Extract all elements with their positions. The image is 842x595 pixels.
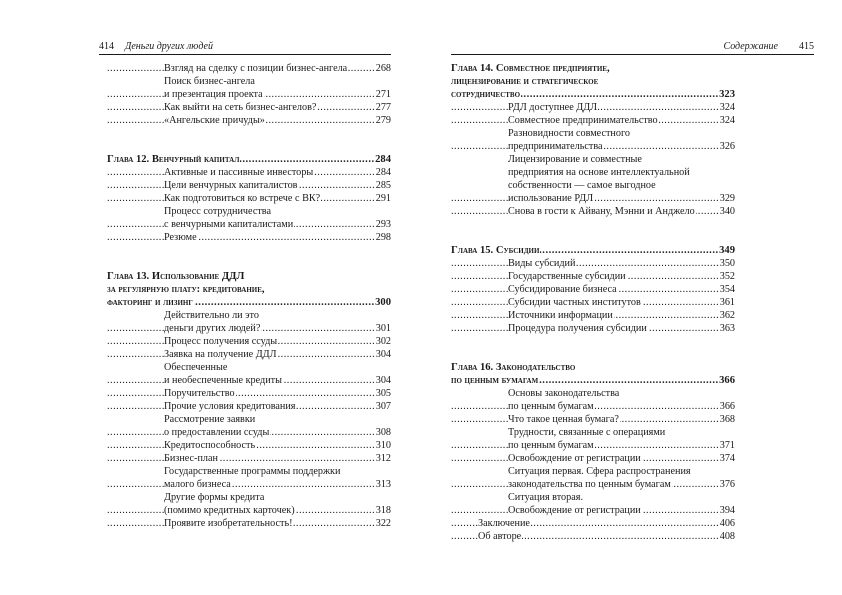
toc-entry-page-number: 284	[375, 167, 391, 178]
toc-entry-line	[107, 205, 391, 218]
toc-entry-line	[107, 322, 391, 335]
toc-chapter-line	[451, 244, 735, 257]
toc-entry-title: о предоставлении ссуды	[164, 427, 270, 438]
toc-entry-line	[451, 140, 735, 153]
toc-entry-title: Основы законодательства	[508, 388, 620, 399]
toc-chapter-line	[107, 270, 391, 283]
toc-entry-title: Освобождение от регистрации	[508, 453, 641, 464]
toc-entry-title: предприятия на основе интеллектуальной	[508, 167, 690, 178]
toc-entry-line	[451, 309, 735, 322]
toc-entry-line	[107, 491, 391, 504]
toc-entry-title: Снова в гости к Айвану, Мэнни и Анджело	[508, 206, 695, 217]
toc-entry-page-number: 329	[719, 193, 735, 204]
toc-entry-title: Заявка на получение ДДЛ	[164, 349, 277, 360]
toc-entry-title: Государственные программы поддержки	[164, 466, 341, 477]
toc-entry-line	[451, 114, 735, 127]
toc-entry-page-number: 394	[719, 505, 735, 516]
right-header	[451, 41, 814, 55]
toc-entry-title: сотрудничество	[451, 89, 521, 100]
toc-entry-line	[451, 439, 735, 452]
toc-entry-title: Что такое ценная бумага?	[508, 414, 619, 425]
toc-entry-line	[107, 426, 391, 439]
toc-entry-page-number: 362	[719, 310, 735, 321]
toc-entry-line	[451, 153, 735, 166]
toc-entry-line	[451, 257, 735, 270]
toc-entry-title: Глава 14. Совместное предприятие,	[451, 63, 610, 74]
toc-entry-line	[451, 413, 735, 426]
toc-entry-page-number: 323	[719, 89, 735, 100]
toc-entry-title: Поручительство	[164, 388, 235, 399]
toc-entry-page-number: 376	[719, 479, 735, 490]
toc-entry-line	[451, 426, 735, 439]
toc-entry-line	[107, 75, 391, 88]
right-toc	[451, 62, 735, 543]
left-running-title: Деньги других людей	[125, 41, 213, 52]
toc-entry-page-number: 368	[719, 414, 735, 425]
toc-entry-line	[107, 348, 391, 361]
toc-entry-line	[107, 387, 391, 400]
left-page-number: 414	[99, 41, 114, 52]
toc-entry-page-number: 301	[375, 323, 391, 334]
toc-entry-line	[107, 374, 391, 387]
toc-entry-title: Источники информации	[508, 310, 613, 321]
toc-entry-title: Глава 16. Законодательство	[451, 362, 576, 373]
toc-entry-page-number: 285	[375, 180, 391, 191]
toc-entry-line	[451, 491, 735, 504]
toc-chapter-line	[451, 88, 735, 101]
toc-entry-line	[451, 166, 735, 179]
toc-entry-title: Другие формы кредита	[164, 492, 265, 503]
right-header-rule	[451, 54, 814, 55]
toc-entry-title: «Ангельские причуды»	[164, 115, 265, 126]
toc-entry-page-number: 340	[719, 206, 735, 217]
toc-entry-title: Действительно ли это	[164, 310, 259, 321]
toc-entry-title: Поиск бизнес-ангела	[164, 76, 255, 87]
toc-chapter-line	[107, 283, 391, 296]
toc-entry-page-number: 304	[375, 375, 391, 386]
toc-entry-line	[451, 270, 735, 283]
toc-entry-title: Глава 15. Субсидии	[451, 245, 540, 256]
toc-chapter-line	[451, 75, 735, 88]
toc-entry-title: Резюме	[164, 232, 197, 243]
toc-entry-page-number: 300	[375, 297, 391, 308]
toc-entry-title: Трудности, связанные с операциями	[508, 427, 666, 438]
toc-entry-line	[107, 231, 391, 244]
toc-entry-page-number: 366	[719, 375, 735, 386]
toc-entry-page-number: 313	[375, 479, 391, 490]
toc-entry-title: Государственные субсидии	[508, 271, 626, 282]
toc-entry-line	[451, 387, 735, 400]
toc-entry-page-number: 305	[375, 388, 391, 399]
toc-chapter-line	[107, 296, 391, 309]
toc-entry-title: Прочие условия кредитования	[164, 401, 296, 412]
toc-entry-page-number: 366	[719, 401, 735, 412]
toc-gap	[107, 127, 391, 153]
toc-entry-title: Субсидии частных институтов	[508, 297, 641, 308]
toc-entry-page-number: 318	[375, 505, 391, 516]
toc-entry-title: Глава 13. Использование ДДЛ	[107, 271, 245, 282]
toc-gap	[451, 335, 735, 361]
toc-entry-title: с венчурными капиталистами	[164, 219, 294, 230]
toc-entry-title: Кредитоспособность	[164, 440, 256, 451]
toc-entry-page-number: 324	[719, 102, 735, 113]
toc-entry-title: РДЛ доступнее ДДЛ	[508, 102, 598, 113]
toc-entry-page-number: 406	[719, 518, 735, 529]
toc-entry-page-number: 293	[375, 219, 391, 230]
toc-entry-title: Процесс сотрудничества	[164, 206, 271, 217]
toc-entry-page-number: 352	[719, 271, 735, 282]
toc-entry-line	[107, 179, 391, 192]
toc-entry-page-number: 271	[375, 89, 391, 100]
toc-entry-line	[107, 335, 391, 348]
toc-entry-page-number: 361	[719, 297, 735, 308]
toc-entry-line	[107, 400, 391, 413]
toc-entry-line	[107, 101, 391, 114]
right-page	[421, 0, 842, 595]
toc-entry-line	[107, 218, 391, 231]
toc-entry-page-number: 284	[375, 154, 391, 165]
toc-entry-title: Цели венчурных капиталистов	[164, 180, 298, 191]
toc-entry-title: (помимо кредитных карточек)	[164, 505, 295, 516]
toc-chapter-line	[451, 62, 735, 75]
toc-entry-line	[107, 478, 391, 491]
left-header	[99, 41, 391, 55]
right-page-number: 415	[799, 41, 814, 52]
toc-entry-page-number: 310	[375, 440, 391, 451]
toc-entry-line	[451, 283, 735, 296]
toc-entry-line	[451, 127, 735, 140]
toc-entry-title: Ситуация первая. Сфера распространения	[508, 466, 691, 477]
toc-chapter-line	[451, 361, 735, 374]
toc-entry-line	[107, 452, 391, 465]
toc-entry-line	[451, 101, 735, 114]
toc-entry-page-number: 354	[719, 284, 735, 295]
left-header-rule	[99, 54, 391, 55]
toc-entry-title: за регулярную плату: кредитование,	[107, 284, 265, 295]
toc-entry-page-number: 304	[375, 349, 391, 360]
toc-entry-title: лицензирование и стратегическое	[451, 76, 599, 87]
toc-entry-line	[107, 309, 391, 322]
toc-entry-title: Процедура получения субсидии	[508, 323, 647, 334]
toc-entry-title: деньги других людей?	[164, 323, 261, 334]
toc-entry-title: малого бизнеса	[164, 479, 231, 490]
toc-entry-page-number: 268	[375, 63, 391, 74]
toc-entry-title: Лицензирование и совместные	[508, 154, 642, 165]
toc-entry-line	[451, 504, 735, 517]
toc-gap	[451, 218, 735, 244]
toc-entry-page-number: 350	[719, 258, 735, 269]
toc-entry-line	[107, 504, 391, 517]
toc-entry-line	[451, 179, 735, 192]
toc-entry-title: использование РДЛ	[508, 193, 594, 204]
toc-entry-line	[107, 517, 391, 530]
toc-entry-title: Субсидирование бизнеса	[508, 284, 617, 295]
toc-entry-title: и презентация проекта	[164, 89, 263, 100]
toc-entry-page-number: 324	[719, 115, 735, 126]
toc-entry-line	[107, 413, 391, 426]
toc-entry-line	[451, 296, 735, 309]
toc-entry-page-number: 371	[719, 440, 735, 451]
toc-entry-page-number: 308	[375, 427, 391, 438]
toc-entry-title: Освобождение от регистрации	[508, 505, 641, 516]
toc-entry-page-number: 277	[375, 102, 391, 113]
toc-entry-page-number: 408	[719, 531, 735, 542]
toc-entry-line	[451, 192, 735, 205]
toc-entry-title: предпринимательства	[508, 141, 603, 152]
toc-chapter-line	[107, 153, 391, 166]
toc-entry-line	[451, 400, 735, 413]
toc-entry-line	[107, 114, 391, 127]
toc-entry-title: Как подготовиться ко встрече с ВК?	[164, 193, 321, 204]
toc-entry-page-number: 312	[375, 453, 391, 464]
toc-entry-page-number: 326	[719, 141, 735, 152]
toc-entry-title: факторинг и лизинг	[107, 297, 193, 308]
toc-entry-line	[107, 439, 391, 452]
toc-entry-line	[107, 166, 391, 179]
toc-entry-title: законодательства по ценным бумагам	[508, 479, 671, 490]
toc-entry-line	[451, 530, 735, 543]
toc-entry-title: по ценным бумагам	[508, 440, 594, 451]
toc-entry-page-number: 322	[375, 518, 391, 529]
toc-entry-title: Проявите изобретательность!	[164, 518, 293, 529]
toc-entry-page-number: 374	[719, 453, 735, 464]
toc-entry-line	[451, 322, 735, 335]
left-toc	[107, 62, 391, 530]
toc-entry-title: Об авторе	[478, 531, 522, 542]
toc-entry-title: по ценным бумагам	[508, 401, 594, 412]
toc-entry-line	[107, 88, 391, 101]
toc-entry-title: Взгляд на сделку с позиции бизнес-ангела	[164, 63, 348, 74]
toc-entry-line	[107, 361, 391, 374]
toc-entry-line	[107, 62, 391, 75]
toc-entry-title: Рассмотрение заявки	[164, 414, 256, 425]
toc-entry-title: Активные и пассивные инвесторы	[164, 167, 314, 178]
toc-entry-title: собственности — самое выгодное	[508, 180, 656, 191]
toc-entry-title: Обеспеченные	[164, 362, 228, 373]
toc-entry-title: Разновидности совместного	[508, 128, 630, 139]
toc-entry-page-number: 349	[719, 245, 735, 256]
toc-entry-line	[451, 205, 735, 218]
toc-entry-line	[107, 192, 391, 205]
toc-entry-title: Виды субсидий	[508, 258, 576, 269]
toc-chapter-line	[451, 374, 735, 387]
toc-entry-line	[107, 465, 391, 478]
toc-entry-title: Бизнес-план	[164, 453, 218, 464]
toc-entry-title: Процесс получения ссуды	[164, 336, 278, 347]
toc-entry-page-number: 279	[375, 115, 391, 126]
toc-entry-title: Ситуация вторая.	[508, 492, 583, 503]
toc-entry-title: по ценным бумагам	[451, 375, 539, 386]
toc-entry-line	[451, 517, 735, 530]
toc-entry-page-number: 298	[375, 232, 391, 243]
toc-entry-title: и необеспеченные кредиты	[164, 375, 282, 386]
toc-entry-page-number: 363	[719, 323, 735, 334]
toc-gap	[107, 244, 391, 270]
toc-entry-page-number: 307	[375, 401, 391, 412]
toc-entry-title: Заключение	[478, 518, 530, 529]
toc-entry-page-number: 291	[375, 193, 391, 204]
toc-entry-title: Глава 12. Венчурный капитал	[107, 154, 240, 165]
toc-entry-page-number: 302	[375, 336, 391, 347]
right-running-title: Содержание	[723, 41, 778, 52]
toc-entry-title: Как выйти на сеть бизнес-ангелов?	[164, 102, 317, 113]
toc-entry-line	[451, 452, 735, 465]
toc-entry-line	[451, 478, 735, 491]
toc-entry-line	[451, 465, 735, 478]
toc-entry-title: Совместное предпринимательство	[508, 115, 658, 126]
